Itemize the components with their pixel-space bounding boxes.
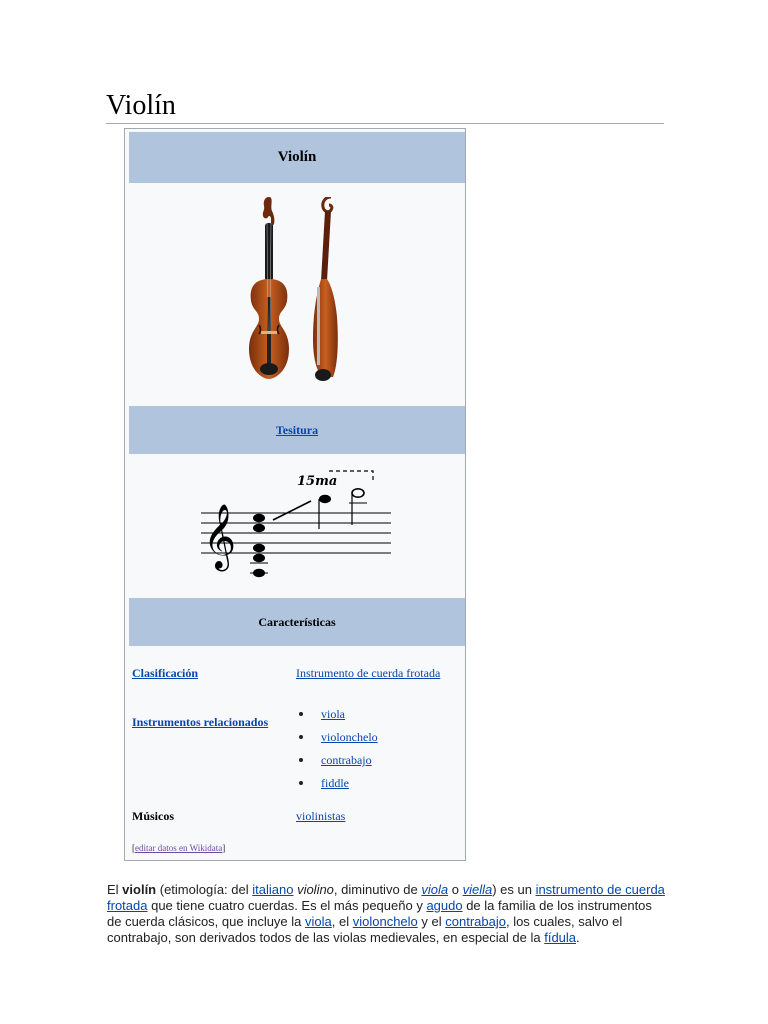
related-link-violonchelo[interactable]: violonchelo <box>321 730 378 744</box>
violin-side-view <box>313 197 338 381</box>
text: , el <box>331 914 353 929</box>
list-item <box>296 753 378 776</box>
text: ) es un <box>492 882 536 897</box>
related-instruments-list <box>296 707 378 799</box>
violin-front-view <box>249 197 289 379</box>
italic-violino: violino <box>297 882 334 897</box>
link-viola-etymology[interactable]: viola <box>421 882 449 897</box>
text: de la familia de los instrumentos de cuerda clásicos, que incluye la <box>107 898 652 929</box>
treble-clef: 𝄞 <box>203 504 237 569</box>
tesitura-header <box>129 406 465 454</box>
text: , los cuales, salvo el contrabajo, son derivados todos de las violas medievales, en especial de la <box>107 914 623 945</box>
wikidata-edit <box>132 843 225 853</box>
list-item <box>296 707 378 730</box>
text: que tiene cuatro cuerdas. Es el más pequeño y <box>147 898 427 913</box>
link-viola[interactable]: viola <box>305 914 332 929</box>
intro-paragraph <box>107 882 667 946</box>
musicos-label: Músicos <box>132 809 174 823</box>
link-instrumento-de-cuerda-frotada[interactable]: instrumento de cuerda frotada <box>107 882 665 913</box>
tesitura-staff-image[interactable] <box>201 465 395 583</box>
text: y el <box>417 914 446 929</box>
link-fidula[interactable]: fídula <box>544 930 577 945</box>
clasificacion-label[interactable]: Clasificación <box>132 666 198 680</box>
wikidata-bracket-close: ] <box>222 843 226 853</box>
tesitura-link[interactable]: Tesitura <box>275 422 319 437</box>
title-divider <box>106 123 664 124</box>
related-link-viola[interactable]: viola <box>321 707 345 721</box>
musicos-value[interactable]: violinistas <box>296 809 346 823</box>
link-viella[interactable]: viella <box>462 882 493 897</box>
related-link-contrabajo[interactable]: contrabajo <box>321 753 372 767</box>
wikidata-bracket-open: [ <box>132 843 135 853</box>
octave-marking: 15ma <box>297 474 338 489</box>
page-title: Violín <box>106 90 176 121</box>
relacionados-label[interactable]: Instrumentos relacionados <box>132 715 269 729</box>
infobox <box>124 128 466 861</box>
text: El <box>107 882 123 897</box>
list-item <box>296 776 378 799</box>
violin-image[interactable] <box>231 197 361 389</box>
clasificacion-value[interactable]: Instrumento de cuerda frotada <box>296 666 441 680</box>
link-italiano[interactable]: italiano <box>252 882 294 897</box>
link-contrabajo[interactable]: contrabajo <box>445 914 506 929</box>
text: , diminutivo de <box>333 882 422 897</box>
text: o <box>448 882 463 897</box>
text: . <box>576 930 580 945</box>
glissando-line <box>273 501 311 520</box>
caracteristicas-header: Características <box>129 598 465 646</box>
text: (etimología: del <box>156 882 253 897</box>
link-agudo[interactable]: agudo <box>426 898 463 913</box>
link-violonchelo[interactable]: violonchelo <box>352 914 418 929</box>
bold-term-violin: violín <box>122 882 157 897</box>
infobox-title: Violín <box>129 132 465 183</box>
wikidata-edit-link[interactable]: editar datos en Wikidata <box>135 843 223 853</box>
list-item <box>296 730 378 753</box>
related-link-fiddle[interactable]: fiddle <box>321 776 349 790</box>
